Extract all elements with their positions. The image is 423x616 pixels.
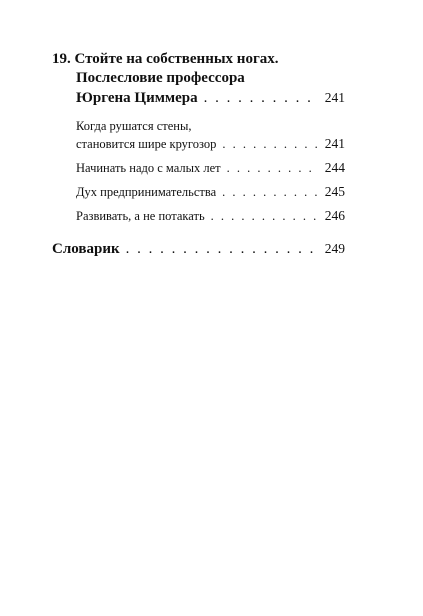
toc-section-3[interactable] xyxy=(76,183,345,201)
section-row xyxy=(76,135,345,153)
glossary-title: Словарик xyxy=(52,241,120,257)
toc-section-4[interactable] xyxy=(76,207,345,225)
table-of-contents xyxy=(52,50,345,259)
section-page-number: 241 xyxy=(324,136,345,151)
chapter-subtitle-line2: Юргена Циммера xyxy=(76,90,198,106)
section-title: Дух предпринимательства xyxy=(76,185,217,199)
section-page-number: 245 xyxy=(324,184,345,199)
chapter-title: 19. Стойте на собственных ногах. xyxy=(52,51,279,67)
section-title-line2: становится шире кругозор xyxy=(76,137,217,151)
section-row xyxy=(76,207,345,225)
toc-glossary[interactable] xyxy=(52,239,345,259)
dot-leader xyxy=(222,183,319,201)
toc-chapter-19[interactable] xyxy=(52,50,345,108)
dot-leader xyxy=(222,135,318,153)
section-row xyxy=(76,183,345,201)
chapter-subtitle-line1: Послесловие профессора xyxy=(76,70,245,86)
section-title-line1: Когда рушатся стены, xyxy=(76,119,192,133)
toc-section-2[interactable] xyxy=(76,159,345,177)
section-title: Развивать, а не потакать xyxy=(76,209,205,223)
toc-sections xyxy=(52,117,345,225)
dot-leader xyxy=(211,207,319,225)
chapter-page-number: 241 xyxy=(324,90,345,105)
section-page-number: 246 xyxy=(324,208,345,223)
chapter-subtitle-row xyxy=(52,88,345,108)
dot-leader xyxy=(227,159,319,177)
section-page-number: 244 xyxy=(324,160,345,175)
dot-leader xyxy=(204,89,319,108)
glossary-row xyxy=(52,239,345,259)
section-row xyxy=(76,159,345,177)
toc-section-1[interactable] xyxy=(76,117,345,153)
section-title: Начинать надо с малых лет xyxy=(76,161,221,175)
dot-leader xyxy=(126,240,319,259)
glossary-page-number: 249 xyxy=(324,241,345,256)
